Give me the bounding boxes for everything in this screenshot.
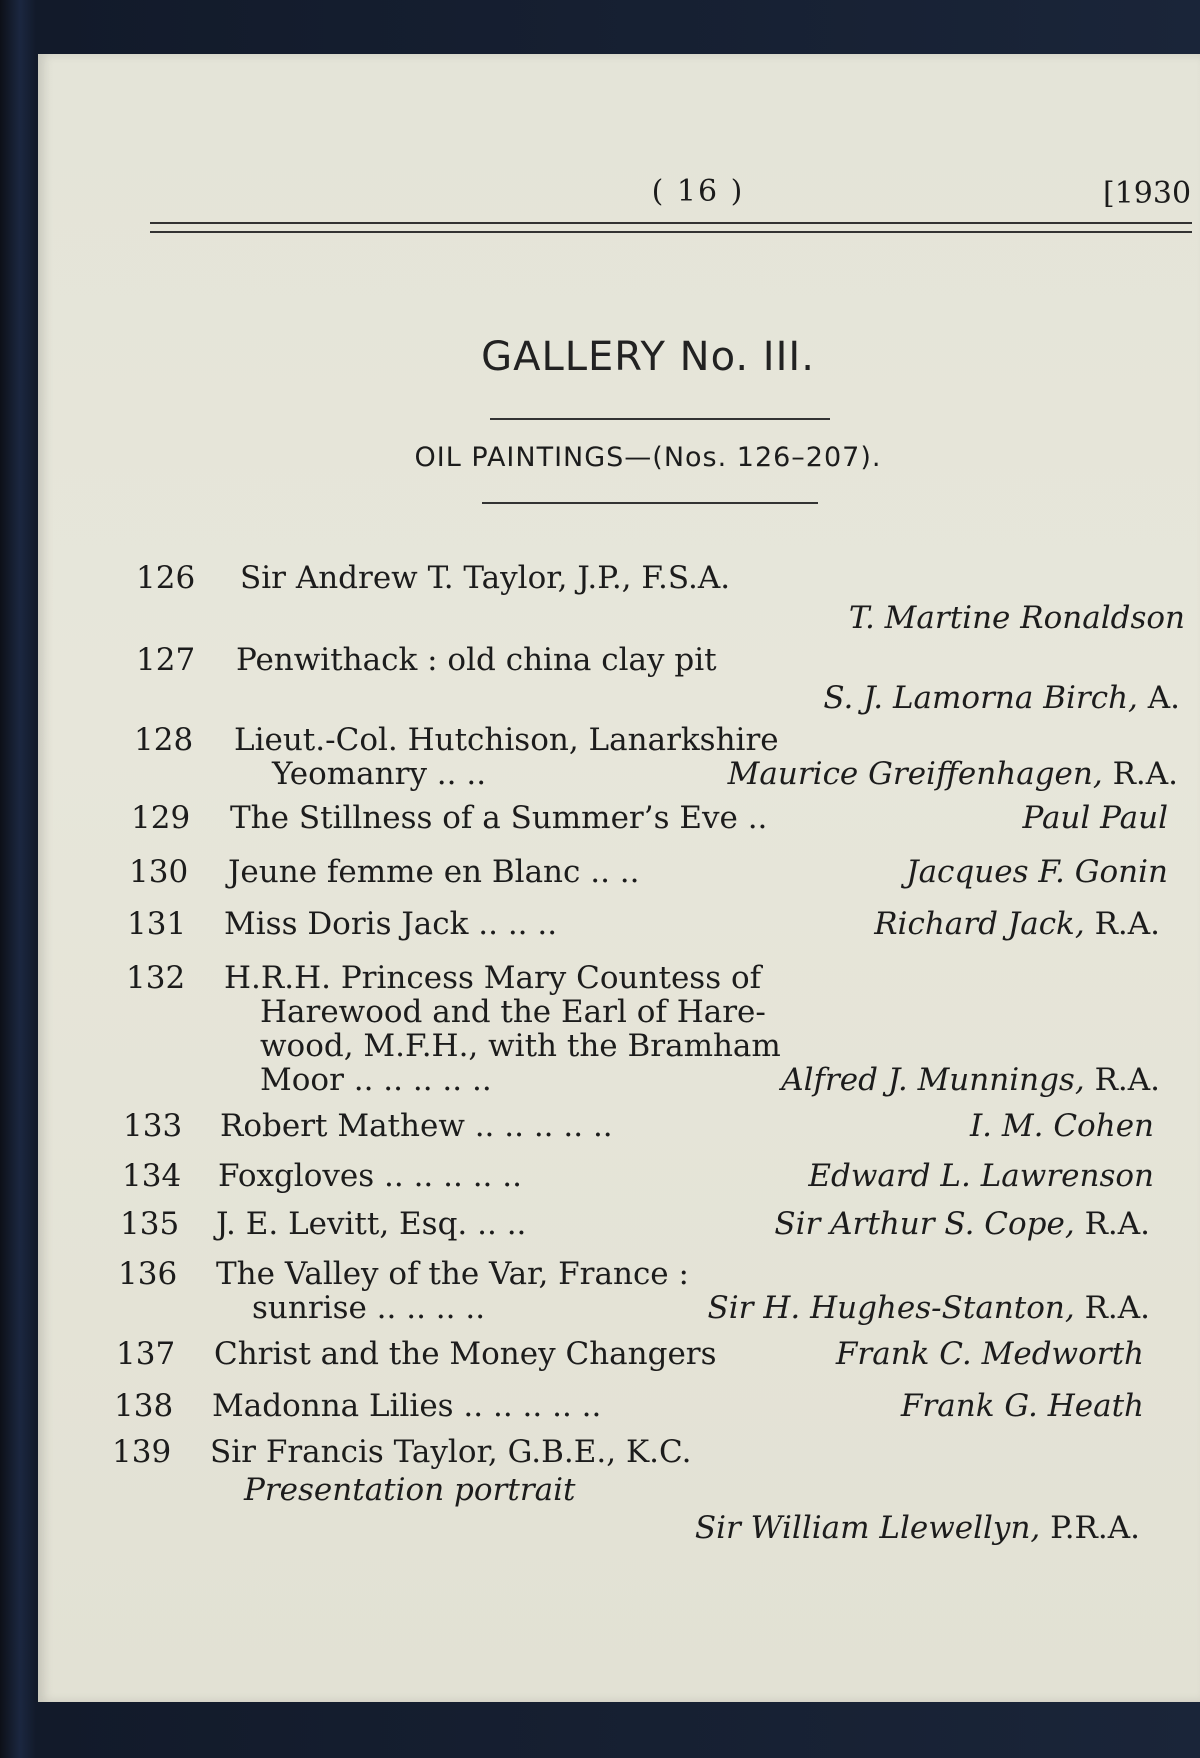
entry-title: Madonna Lilies .. .. .. .. .. — [212, 1388, 602, 1424]
entry-artist: Richard Jack, R.A. — [874, 906, 1160, 942]
entry-number: 139 — [112, 1434, 172, 1470]
entry-title: The Valley of the Var, France : — [216, 1256, 689, 1292]
entry-number: 135 — [120, 1206, 180, 1242]
entry-number: 137 — [116, 1336, 176, 1372]
entry-title: J. E. Levitt, Esq. .. .. — [216, 1206, 527, 1242]
entry-number: 138 — [114, 1388, 174, 1424]
header-rule — [150, 222, 1192, 233]
running-year: [1930 — [1103, 176, 1192, 211]
entry-title: The Stillness of a Summer’s Eve .. — [230, 800, 768, 836]
entry-artist: Frank C. Medworth — [835, 1336, 1144, 1372]
catalogue-page — [38, 54, 1200, 1702]
entry-title: Sir Francis Taylor, G.B.E., K.C. — [210, 1434, 692, 1470]
title-rule — [490, 418, 830, 420]
entry-artist: Frank G. Heath — [900, 1388, 1144, 1424]
section-rule — [482, 502, 818, 504]
entry-title: Sir Andrew T. Taylor, J.P., F.S.A. — [240, 560, 731, 596]
entry-number: 127 — [136, 642, 196, 678]
entry-title: Penwithack : old china clay pit — [236, 642, 717, 678]
entry-artist: T. Martine Ronaldson — [848, 600, 1185, 636]
entry-artist: Alfred J. Munnings, R.A. — [781, 1062, 1160, 1098]
entry-artist: Sir William Llewellyn, P.R.A. — [694, 1510, 1140, 1546]
page-number: ( 16 ) — [651, 174, 745, 209]
entry-title: Foxgloves .. .. .. .. .. — [218, 1158, 522, 1194]
entry-number: 130 — [129, 854, 189, 890]
entry-artist: Sir Arthur S. Cope, R.A. — [774, 1206, 1150, 1242]
entry-number: 134 — [122, 1158, 182, 1194]
entry-number: 133 — [123, 1108, 183, 1144]
entry-artist: Maurice Greiffenhagen, R.A. — [727, 756, 1178, 792]
entry-artist: S. J. Lamorna Birch, A. — [823, 680, 1180, 716]
entry-artist: Edward L. Lawrenson — [808, 1158, 1154, 1194]
entry-title: Lieut.-Col. Hutchison, Lanarkshire — [234, 722, 779, 758]
entry-title: Jeune femme en Blanc .. .. — [228, 854, 640, 890]
entry-title: Robert Mathew .. .. .. .. .. — [220, 1108, 613, 1144]
entry-number: 126 — [136, 560, 196, 596]
section-title: OIL PAINTINGS—(Nos. 126–207). — [414, 442, 882, 473]
entry-title: Miss Doris Jack .. .. .. — [224, 906, 558, 942]
entry-artist: Jacques F. Gonin — [906, 854, 1168, 890]
entry-number: 132 — [126, 960, 186, 996]
gallery-title: GALLERY No. III. — [481, 334, 815, 380]
entry-title: H.R.H. Princess Mary Countess of — [224, 960, 762, 996]
entry-number: 128 — [134, 722, 194, 758]
entry-artist: Sir H. Hughes-Stanton, R.A. — [707, 1290, 1150, 1326]
entry-title-line: Yeomanry .. .. — [272, 756, 487, 792]
entry-number: 129 — [131, 800, 191, 836]
entry-title: Christ and the Money Changers — [214, 1336, 717, 1372]
entry-subtitle: Presentation portrait — [244, 1472, 576, 1508]
entry-title-line: sunrise .. .. .. .. — [252, 1290, 486, 1326]
entry-title-line: Harewood and the Earl of Hare- — [260, 994, 766, 1030]
entry-artist: I. M. Cohen — [969, 1108, 1154, 1144]
entry-artist: Paul Paul — [1022, 800, 1168, 836]
entry-title-line: wood, M.F.H., with the Bramham — [260, 1028, 781, 1064]
entry-number: 136 — [118, 1256, 178, 1292]
entry-title-line: Moor .. .. .. .. .. — [260, 1062, 492, 1098]
entry-number: 131 — [127, 906, 187, 942]
